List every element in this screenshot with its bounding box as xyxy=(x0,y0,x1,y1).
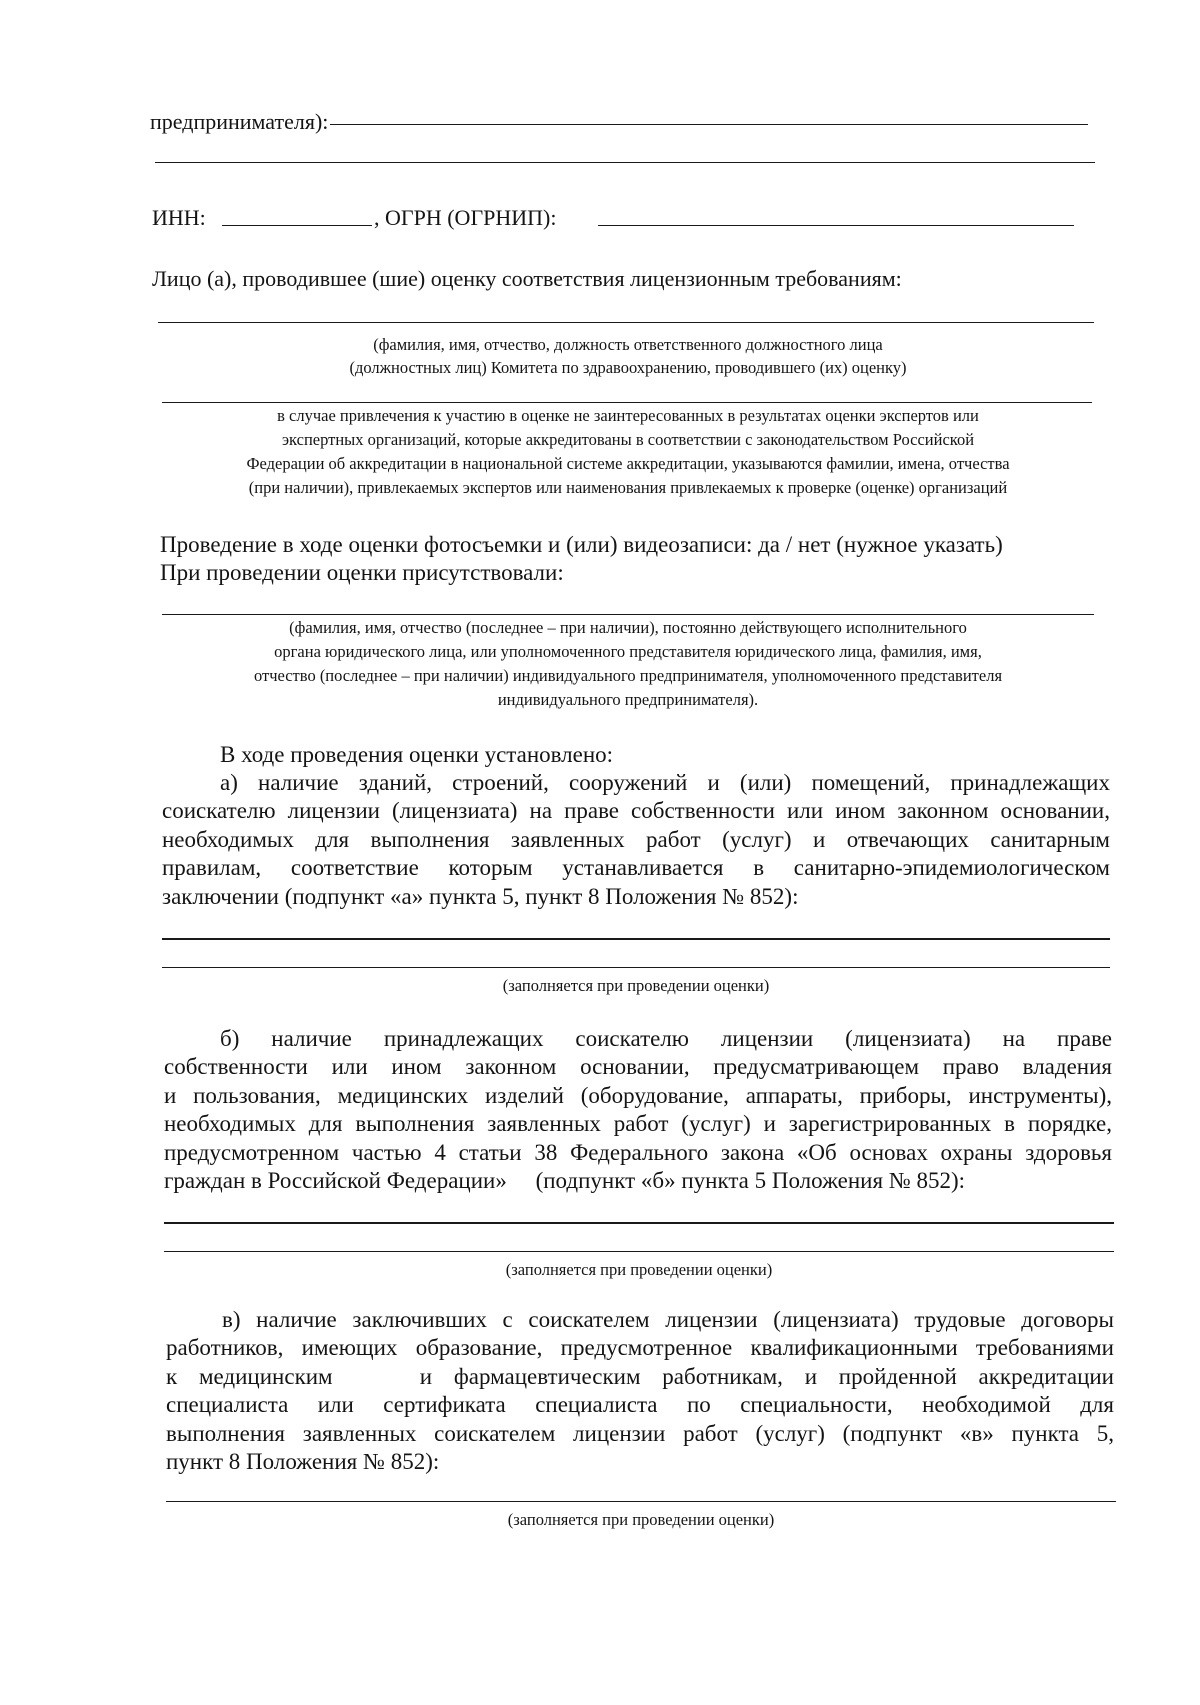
para-a-blank-1 xyxy=(162,938,1110,940)
fill-hint-a: (заполняется при проведении оценки) xyxy=(502,976,770,995)
experts-note-4: (при наличии), привлекаемых экспертов или наименования привлекаемых к проверке (оценке) организаций xyxy=(248,478,1008,497)
fill-hint-c: (заполняется при проведении оценки) xyxy=(507,1510,775,1529)
persons-blank xyxy=(158,322,1094,323)
experts-blank xyxy=(162,402,1092,403)
para-b-line-1: б) наличие принадлежащих соискателю лицензии (лицензиата) на праве xyxy=(220,1026,1112,1051)
ogrn-blank xyxy=(598,225,1074,226)
responsible-note-2: (должностных лиц) Комитета по здравоохранению, проводившего (их) оценку) xyxy=(349,358,907,377)
para-c-blank xyxy=(166,1501,1116,1502)
attendees-note-4: индивидуального предпринимателя). xyxy=(497,690,759,709)
para-b-line-3: и пользования, медицинских изделий (оборудование, аппараты, приборы, инструменты), xyxy=(164,1083,1112,1108)
para-b-blank-2 xyxy=(164,1251,1114,1252)
persons-label: Лицо (а), проводившее (шие) оценку соответствия лицензионным требованиям: xyxy=(152,266,902,291)
attendees-note-3: отчество (последнее – при наличии) индивидуального предпринимателя, уполномоченного представителя xyxy=(253,666,1003,685)
entrepreneur-continuation-line xyxy=(155,162,1095,163)
entrepreneur-label: предпринимателя): xyxy=(150,109,329,134)
para-c-line-1: в) наличие заключивших с соискателем лицензии (лицензиата) трудовые договоры xyxy=(222,1307,1114,1332)
inn-blank xyxy=(222,225,372,226)
para-c-line-4: специалиста или сертификата специалиста по специальности, необходимой для xyxy=(166,1392,1114,1417)
para-c-line-3: к медицинским и фармацевтическим работникам, и пройденной аккредитации xyxy=(166,1364,1114,1389)
para-c-line-5: выполнения заявленных соискателем лицензии работ (услуг) (подпункт «в» пункта 5, xyxy=(166,1421,1114,1446)
present-line: При проведении оценки присутствовали: xyxy=(160,560,564,585)
entrepreneur-blank xyxy=(330,124,1088,125)
ogrn-label: , ОГРН (ОГРНИП): xyxy=(374,205,557,230)
para-a-line-4: правилам, соответствие которым устанавливается в санитарно-эпидемиологическом xyxy=(162,855,1110,880)
attendees-note-1: (фамилия, имя, отчество (последнее – при наличии), постоянно действующего исполнительного xyxy=(289,618,967,637)
experts-note-1: в случае привлечения к участию в оценке не заинтересованных в результатах оценки экспертов или xyxy=(277,406,979,425)
para-b-line-6: граждан в Российской Федерации» (подпункт «б» пункта 5 Положения № 852): xyxy=(164,1168,966,1193)
para-b-line-4: необходимых для выполнения заявленных работ (услуг) и зарегистрированных в порядке, xyxy=(164,1111,1112,1136)
entrepreneur-row xyxy=(150,108,1090,136)
experts-note-3: Федерации об аккредитации в национальной системе аккредитации, указываются фамилии, имена, отчества xyxy=(246,454,1010,473)
para-c-line-2: работников, имеющих образование, предусмотренное квалификационными требованиями xyxy=(166,1335,1114,1360)
para-b-line-5: предусмотренном частью 4 статьи 38 Федерального закона «Об основах охраны здоровья xyxy=(164,1140,1112,1165)
fill-hint-b: (заполняется при проведении оценки) xyxy=(505,1260,773,1279)
photo-video-line: Проведение в ходе оценки фотосъемки и (или) видеозаписи: да / нет (нужное указать) xyxy=(160,532,1003,557)
para-b-line-2: собственности или ином законном основании, предусматривающем право владения xyxy=(164,1054,1112,1079)
inn-label: ИНН: xyxy=(152,205,206,230)
attendees-blank xyxy=(162,614,1094,615)
experts-note-2: экспертных организаций, которые аккредитованы в соответствии с законодательством Российской xyxy=(281,430,975,449)
para-a-line-2: соискателю лицензии (лицензиата) на праве собственности или ином законном основании, xyxy=(162,798,1110,823)
attendees-note-2: органа юридического лица, или уполномоченного представителя юридического лица, фамилия, имя, xyxy=(274,642,982,661)
responsible-note-1: (фамилия, имя, отчество, должность ответственного должностного лица xyxy=(373,335,883,354)
para-a-line-1: а) наличие зданий, строений, сооружений и (или) помещений, принадлежащих xyxy=(220,770,1110,795)
para-b-blank-1 xyxy=(164,1222,1114,1224)
established-heading: В ходе проведения оценки установлено: xyxy=(220,742,614,767)
para-a-blank-2 xyxy=(162,967,1110,968)
para-a-line-3: необходимых для выполнения заявленных работ (услуг) и отвечающих санитарным xyxy=(162,827,1110,852)
para-c-line-6: пункт 8 Положения № 852): xyxy=(166,1449,440,1474)
para-a-line-5: заключении (подпункт «а» пункта 5, пункт 8 Положения № 852): xyxy=(162,884,799,909)
